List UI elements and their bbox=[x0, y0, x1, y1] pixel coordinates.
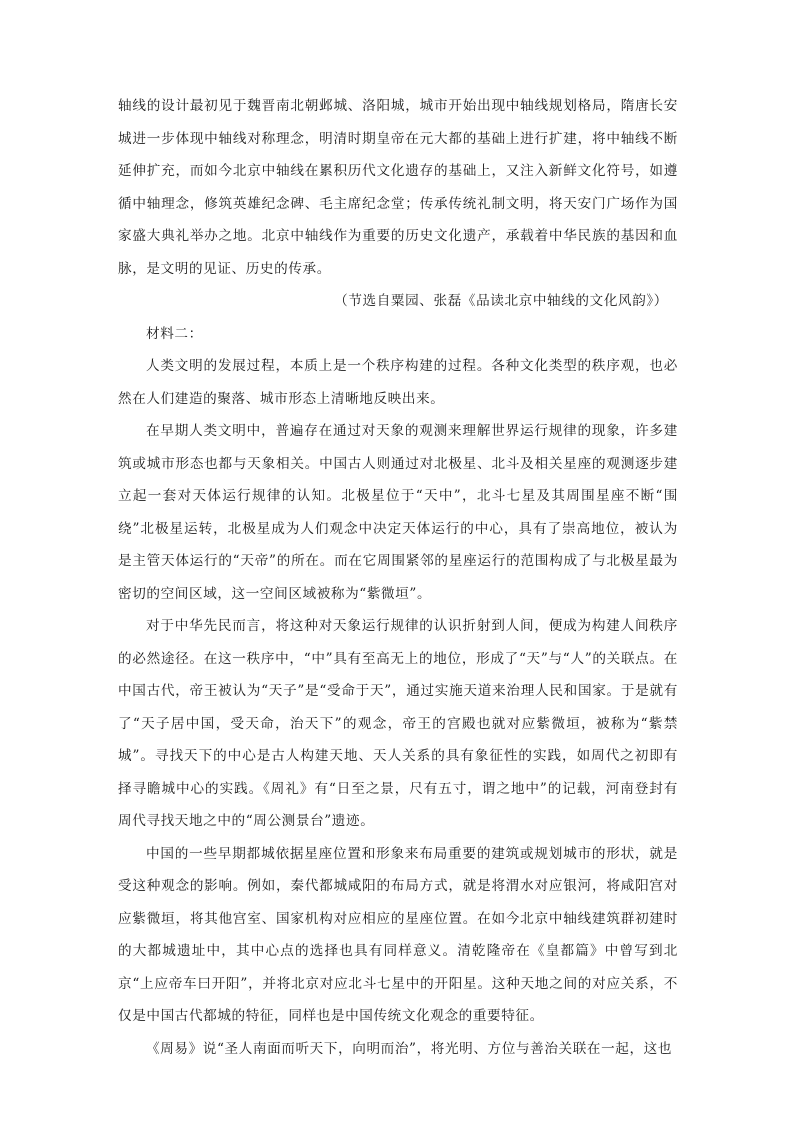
paragraph-2: 在早期人类文明中，普遍存在通过对天象的观测来理解世界运行规律的现象，许多建筑或城市形态也都与天象相关。中国古人则通过对北极星、北斗及相关星座的观测逐步建立起一套对天体运行规律的认知。北极星位于“天中”，北斗七星及其周围星座不断“围绕”北极星运转，北极星成为人们观念中决定天体运行的中心，具有了崇高地位，被认为是主管天体运行的“天帝”的所在。而在它周围紧邻的星座运行的范围构成了与北极星最为密切的空间区域，这一空间区域被称为“紫微垣”。 bbox=[118, 423, 678, 602]
material-two-heading: 材料二： bbox=[146, 325, 203, 342]
document-page bbox=[118, 90, 678, 1065]
intro-paragraph: 轴线的设计最初见于魏晋南北朝邺城、洛阳城，城市开始出现中轴线规划格局，隋唐长安城进一步体现中轴线对称理念，明清时期皇帝在元大都的基础上进行扩建，将中轴线不断延伸扩充，而如今北京中轴线在累积历代文化遗存的基础上，又注入新鲜文化符号，如遵循中轴理念，修筑英雄纪念碑、毛主席纪念堂；传承传统礼制文明，将天安门广场作为国家盛大典礼举办之地。北京中轴线作为重要的历史文化遗产，承载着中华民族的基因和血脉，是文明的见证、历史的传承。 bbox=[118, 98, 678, 277]
paragraph-1: 人类文明的发展过程，本质上是一个秩序构建的过程。各种文化类型的秩序观，也必然在人们建造的聚落、城市形态上清晰地反映出来。 bbox=[118, 358, 678, 407]
paragraph-5: 《周易》说“圣人南面而听天下，向明而治”，将光明、方位与善治关联在一起，这也 bbox=[146, 1040, 673, 1057]
source-citation: （节选自粟园、张磊《品读北京中轴线的文化风韵》） bbox=[334, 293, 668, 309]
paragraph-4: 中国的一些早期都城依据星座位置和形象来布局重要的建筑或规划城市的形状，就是受这种观念的影响。例如，秦代都城咸阳的布局方式，就是将渭水对应银河，将咸阳宫对应紫微垣，将其他宫室、国家机构对应相应的星座位置。在如今北京中轴线建筑群初建时的大都城遗址中，其中心点的选择也具有同样意义。清乾隆帝在《皇都篇》中曾写到北京“上应帝车曰开阳”，并将北京对应北斗七星中的开阳星。这种天地之间的对应关系，不仅是中国古代都城的特征，同样也是中国传统文化观念的重要特征。 bbox=[118, 845, 678, 1024]
paragraph-3: 对于中华先民而言，将这种对天象运行规律的认识折射到人间，便成为构建人间秩序的必然途径。在这一秩序中，“中”具有至高无上的地位，形成了“天”与“人”的关联点。在中国古代，帝王被认为“天子”是“受命于天”，通过实施天道来治理人民和国家。于是就有了“天子居中国，受天命，治天下”的观念，帝王的宫殿也就对应紫微垣，被称为“紫禁城”。寻找天下的中心是古人构建天地、天人关系的具有象征性的实践，如周代之初即有择寻瞻城中心的实践。《周礼》有“日至之景，尺有五寸，谓之地中”的记载，河南登封有周代寻找天地之中的“周公测景台”遗迹。 bbox=[118, 618, 678, 829]
